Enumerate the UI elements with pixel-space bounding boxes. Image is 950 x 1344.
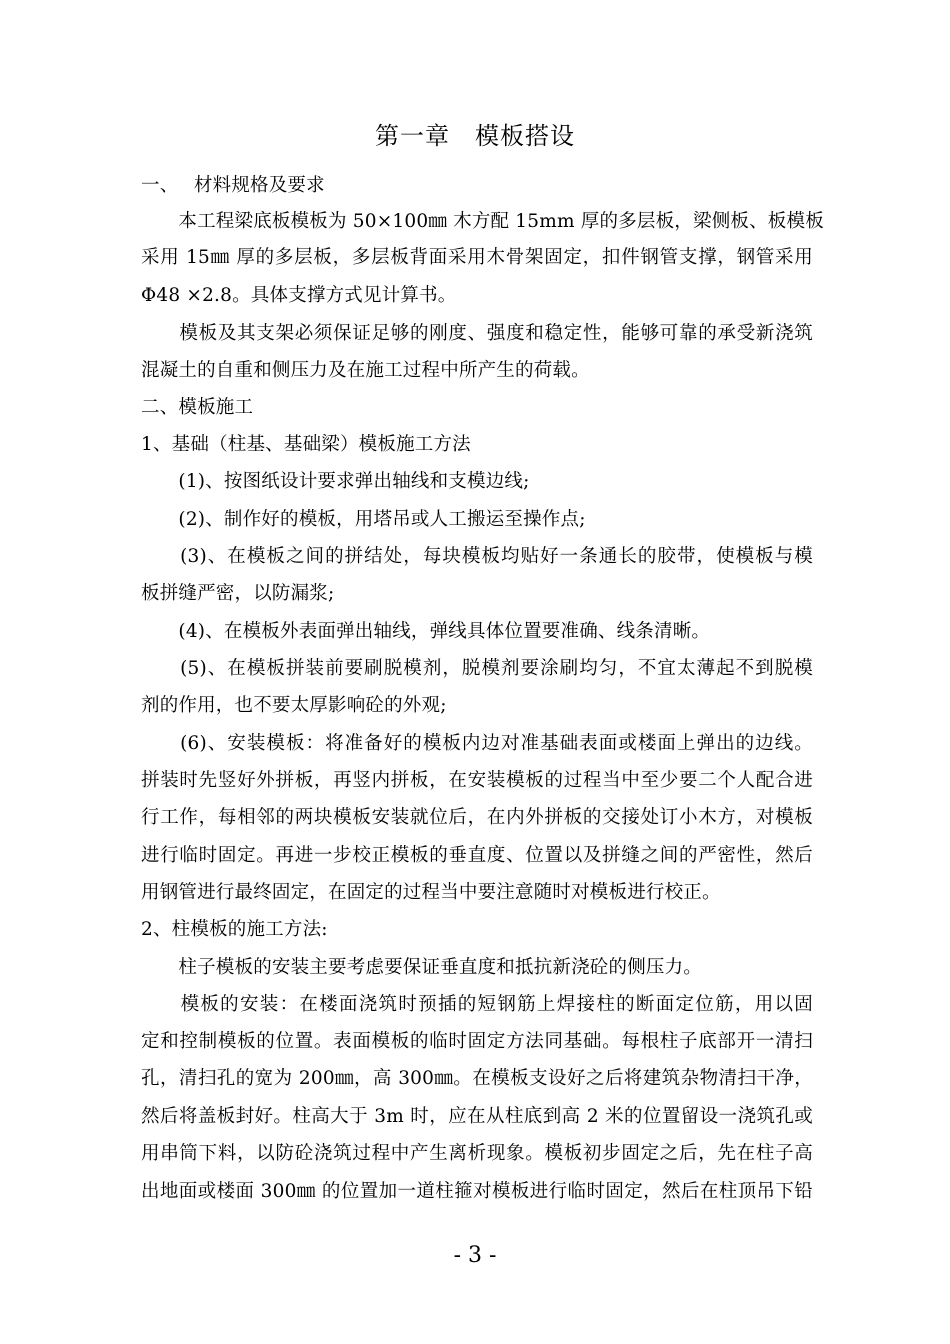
text-line: 定和控制模板的位置。表面模板的临时固定方法同基础。每根柱子底部开一清扫 — [141, 1031, 813, 1052]
text-line: 二、模板施工 — [141, 397, 254, 418]
text-line: 一、 材料规格及要求 — [141, 175, 325, 196]
text-line: 本工程梁底板模板为 50×100㎜ 木方配 15mm 厚的多层板，梁侧板、板模板 — [141, 211, 824, 232]
text-line: 用串筒下料，以防砼浇筑过程中产生离析现象。模板初步固定之后，先在柱子高 — [141, 1143, 813, 1164]
text-line: 孔，清扫孔的宽为 200㎜，高 300㎜。在模板支设好之后将建筑杂物清扫干净， — [141, 1068, 813, 1089]
text-line: 进行临时固定。再进一步校正模板的垂直度、位置以及拼缝之间的严密性，然后 — [141, 845, 813, 866]
text-line: 柱子模板的安装主要考虑要保证垂直度和抵抗新浇砼的侧压力。 — [141, 957, 703, 978]
text-line: (4)、在模板外表面弹出轴线，弹线具体位置要准确、线条清晰。 — [141, 621, 711, 642]
text-line: 1、基础（柱基、基础梁）模板施工方法 — [141, 434, 471, 455]
text-line: 采用 15㎜ 厚的多层板，多层板背面采用木骨架固定，扣件钢管支撑，钢管采用 — [141, 247, 813, 268]
text-line: 拼装时先竖好外拼板，再竖内拼板，在安装模板的过程当中至少要二个人配合进 — [141, 770, 813, 791]
text-line: (2)、制作好的模板，用塔吊或人工搬运至操作点; — [141, 509, 586, 530]
text-line: 模板的安装：在楼面浇筑时预插的短钢筋上焊接柱的断面定位筋，用以固 — [141, 994, 813, 1015]
text-line: 用钢管进行最终固定，在固定的过程当中要注意随时对模板进行校正。 — [141, 882, 721, 903]
text-line: 2、柱模板的施工方法: — [141, 919, 328, 940]
page-number: - 3 - — [453, 1243, 497, 1268]
text-line: 出地面或楼面 300㎜ 的位置加一道柱箍对模板进行临时固定，然后在柱顶吊下铅 — [141, 1181, 813, 1202]
text-line: (6)、安装模板：将准备好的模板内边对准基础表面或楼面上弹出的边线。 — [141, 733, 813, 754]
chapter-title: 第一章 模板搭设 — [375, 122, 575, 150]
text-line: (1)、按图纸设计要求弹出轴线和支模边线; — [141, 471, 530, 492]
text-line: (5)、在模板拼装前要刷脱模剂，脱模剂要涂刷均匀，不宜太薄起不到脱模 — [141, 658, 813, 679]
text-line: 行工作，每相邻的两块模板安装就位后，在内外拼板的交接处订小木方，对模板 — [141, 807, 813, 828]
text-line: (3)、在模板之间的拼结处，每块模板均贴好一条通长的胶带，使模板与模 — [141, 546, 813, 567]
text-line: 板拼缝严密，以防漏浆; — [141, 583, 335, 604]
text-line: 混凝土的自重和侧压力及在施工过程中所产生的荷载。 — [141, 360, 590, 381]
text-line: 然后将盖板封好。柱高大于 3m 时，应在从柱底到高 2 米的位置留设一浇筑孔或 — [141, 1106, 813, 1127]
text-line: 模板及其支架必须保证足够的刚度、强度和稳定性，能够可靠的承受新浇筑 — [141, 323, 813, 344]
text-line: 剂的作用，也不要太厚影响砼的外观; — [141, 695, 447, 716]
text-line: Φ48 ×2.8。具体支撑方式见计算书。 — [141, 285, 457, 306]
